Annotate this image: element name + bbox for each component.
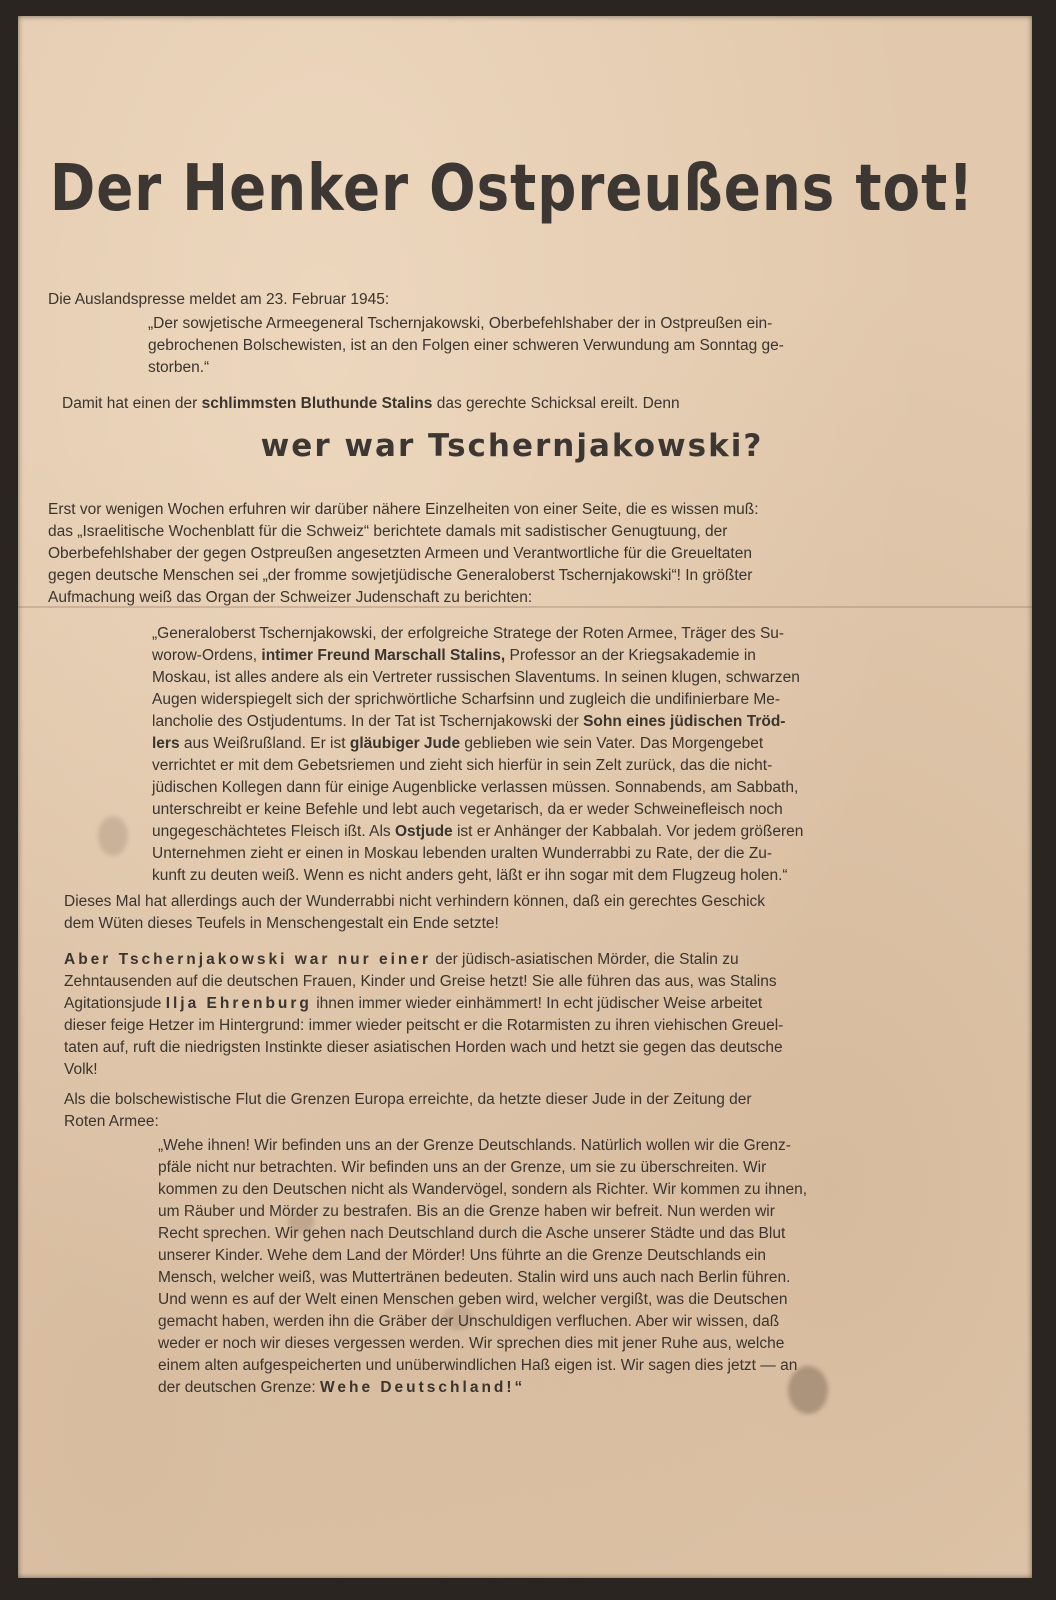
text-line: einem alten aufgespeicherten und unüberwindlichen Haß eigen ist. Wir sagen dies jetzt — an <box>158 1357 798 1374</box>
text-line: Unternehmen zieht er einen in Moskau lebenden uralten Wunderrabbi zu Rate, der die Zu- <box>152 845 773 862</box>
text-line: Als die bolschewistische Flut die Grenzen Europa erreichte, da hetzte dieser Jude in der Zeitung der <box>64 1091 752 1108</box>
text-line: Agitationsjude Ilja Ehrenburg ihnen immer wieder einhämmert! In echt jüdischer Weise arbeitet <box>64 995 763 1012</box>
text-line: gemacht haben, werden ihn die Gräber der Unschuldigen verfluchen. Aber wir wissen, daß <box>158 1313 780 1330</box>
text-line: Dieses Mal hat allerdings auch der Wunderrabbi nicht verhindern können, daß ein gerechtes Geschick <box>64 893 766 910</box>
text-line: dem Wüten dieses Teufels in Menschengestalt ein Ende setzte! <box>64 915 499 932</box>
text-line: um Räuber und Mörder zu bestrafen. Bis an die Grenze haben wir befreit. Nun werden wir <box>158 1203 775 1220</box>
text-line: dieser feige Hetzer im Hintergrund: immer wieder peitscht er die Rotarmisten zu ihren viehischen Greuel- <box>64 1017 784 1034</box>
text-line: unserer Kinder. Wehe dem Land der Mörder! Uns führte an die Grenze Deutschlands ein <box>158 1247 766 1264</box>
text-line: jüdischen Kollegen dann für einige Augenblicke verlassen müssen. Sonnabends, am Sabbath, <box>152 779 799 796</box>
text-line: Roten Armee: <box>64 1113 159 1130</box>
text-line: pfäle nicht nur betrachten. Wir befinden uns an der Grenze, um sie zu überschreiten. Wir <box>158 1159 767 1176</box>
text-line: weder er noch wir dieses vergessen werden. Wir sprechen dies mit jener Ruhe aus, welche <box>158 1335 785 1352</box>
text-line: „Generaloberst Tschernjakowski, der erfolgreiche Stratege der Roten Armee, Träger des Su- <box>152 625 785 642</box>
text-line: „Der sowjetische Armeegeneral Tschernjakowski, Oberbefehlshaber der in Ostpreußen ein- <box>148 315 773 332</box>
text-line: worow-Ordens, intimer Freund Marschall Stalins, Professor an der Kriegsakademie in <box>152 647 756 664</box>
text-line: „Wehe ihnen! Wir befinden uns an der Grenze Deutschlands. Natürlich wollen wir die Grenz- <box>158 1137 791 1154</box>
stain <box>98 816 128 856</box>
text-line: gegen deutsche Menschen sei „der fromme sowjetjüdische Generaloberst Tschernjakowski“! In größter <box>48 567 753 584</box>
text-line: der deutschen Grenze: Wehe Deutschland!“ <box>158 1379 526 1396</box>
text-line: Aber Tschernjakowski war nur einer der jüdisch-asiatischen Mörder, die Stalin zu <box>64 951 739 968</box>
text-line: gebrochenen Bolschewisten, ist an den Folgen einer schweren Verwundung am Sonntag ge- <box>148 337 784 354</box>
text-line: Recht sprechen. Wir gehen nach Deutschland durch die Asche unserer Städte und das Blut <box>158 1225 786 1242</box>
text-line: unterschreibt er keine Befehle und lebt auch vegetarisch, da er weder Schweinefleisch noch <box>152 801 783 818</box>
text-line: Volk! <box>64 1061 98 1078</box>
text-line: Zehntausenden auf die deutschen Frauen, Kinder und Greise hetzt! Sie alle führen das aus, was Stalins <box>64 973 777 990</box>
text-line: Mensch, welcher weiß, was Muttertränen bedeuten. Stalin wird uns auch nach Berlin führen. <box>158 1269 791 1286</box>
text-line: lancholie des Ostjudentums. In der Tat ist Tschernjakowski der Sohn eines jüdischen Tröd- <box>152 713 786 730</box>
text-line: Augen widerspiegelt sich der sprichwörtliche Scharfsinn und zugleich die undifinierbare Me- <box>152 691 781 708</box>
text-line: Aufmachung weiß das Organ der Schweizer Judenschaft zu berichten: <box>48 589 533 606</box>
text-line: kommen zu den Deutschen nicht als Wandervögel, sondern als Richter. Wir kommen zu ihnen, <box>158 1181 808 1198</box>
text-line: Die Auslandspresse meldet am 23. Februar 1945: <box>48 291 390 308</box>
text-line: das „Israelitische Wochenblatt für die Schweiz“ berichtete damals mit sadistischer Genugtuung, der <box>48 523 728 540</box>
text-line: Oberbefehlshaber der gegen Ostpreußen angesetzten Armeen und Verantwortliche für die Greueltaten <box>48 545 752 562</box>
text-line: kunft zu deuten weiß. Wenn es nicht anders geht, läßt er ihn sogar mit dem Flugzeug holen.“ <box>152 867 788 884</box>
text-line: Erst vor wenigen Wochen erfuhren wir darüber nähere Einzelheiten von einer Seite, die es wissen muß: <box>48 501 759 518</box>
text-line: Und wenn es auf der Welt einen Menschen geben wird, welcher vergißt, was die Deutschen <box>158 1291 788 1308</box>
headline: Der Henker Ostpreußens tot! <box>49 150 975 226</box>
text-line: Moskau, ist alles andere als ein Vertreter russischen Slaventums. In seinen klugen, schwarzen <box>152 669 800 686</box>
text-line: lers aus Weißrußland. Er ist gläubiger Jude geblieben wie sein Vater. Das Morgengebet <box>152 735 764 752</box>
text-line: ungegeschächtetes Fleisch ißt. Als Ostjude ist er Anhänger der Kabbalah. Vor jedem größeren <box>152 823 804 840</box>
text-line: taten auf, ruft die niedrigsten Instinkte dieser asiatischen Horden wach und hetzt sie gegen das deutsche <box>64 1039 783 1056</box>
text-line: verrichtet er mit dem Gebetsriemen und zieht sich hierfür in sein Zelt zurück, das die nicht- <box>152 757 773 774</box>
text-line: storben.“ <box>148 359 210 376</box>
subheadline: wer war Tschernjakowski? <box>260 428 764 464</box>
text-line: Damit hat einen der schlimmsten Bluthunde Stalins das gerechte Schicksal ereilt. Denn <box>62 395 680 412</box>
